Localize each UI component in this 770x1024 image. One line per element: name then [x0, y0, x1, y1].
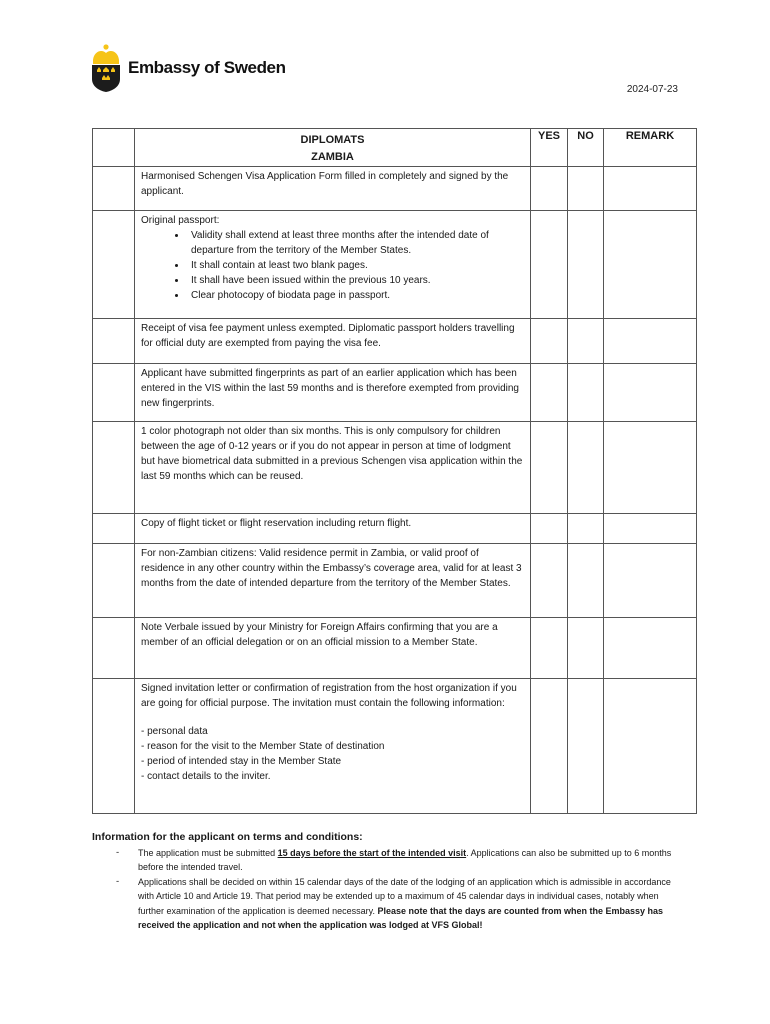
remark-cell[interactable] [604, 679, 697, 814]
table-row [93, 167, 697, 211]
crown-shield-icon [90, 43, 122, 93]
row-text: Receipt of visa fee payment unless exempted. Diplomatic passport holders travelling for official duty are exempted from paying the visa fee. [141, 323, 515, 349]
list-item: - reason for the visit to the Member State of destination [141, 741, 385, 752]
row-text: Note Verbale issued by your Ministry for Foreign Affairs confirming that you are a member of an official delegation or on an official mission to a Member State. [141, 622, 498, 648]
column-header-no: NO [568, 129, 604, 167]
yes-cell[interactable] [531, 319, 568, 364]
remark-cell[interactable] [604, 618, 697, 679]
yes-cell[interactable] [531, 167, 568, 211]
no-cell[interactable] [568, 679, 604, 814]
term2-bold-note: Please note that the days are counted from when the Embassy has received the application and not when the application was lodged at VFS Global! [138, 905, 664, 930]
passport-bullets [141, 228, 524, 303]
yes-cell[interactable] [531, 544, 568, 618]
title-line-zambia: ZAMBIA [311, 151, 354, 163]
remark-cell[interactable] [604, 514, 697, 544]
list-item: - period of intended stay in the Member State [141, 756, 342, 767]
remark-cell[interactable] [604, 422, 697, 514]
table-row [93, 319, 697, 364]
row-text: Harmonised Schengen Visa Application Form filled in completely and signed by the applicant. [141, 171, 509, 197]
row-text: Original passport: [141, 215, 220, 226]
terms-section [92, 830, 682, 933]
no-cell[interactable] [568, 422, 604, 514]
remark-cell[interactable] [604, 319, 697, 364]
no-cell[interactable] [568, 211, 604, 319]
row-text: Signed invitation letter or confirmation of registration from the host organization if you are going for official purpose. The invitation must contain the following information: [141, 683, 517, 709]
table-row [93, 422, 697, 514]
logo-text: Embassy of Sweden [128, 58, 286, 77]
header-blank-cell [93, 129, 135, 167]
dash-marker: - [116, 875, 120, 887]
no-cell[interactable] [568, 364, 604, 422]
list-item: - personal data [141, 726, 208, 737]
remark-cell[interactable] [604, 211, 697, 319]
table-row [93, 514, 697, 544]
list-item: • It shall have been issued within the previous 10 years. [187, 273, 524, 288]
remark-cell[interactable] [604, 364, 697, 422]
yes-cell[interactable] [531, 679, 568, 814]
row-text: For non-Zambian citizens: Valid residence permit in Zambia, or valid proof of residence in any other country within the Embassy’s coverage area, valid for at least 3 months from the date of intended departure from the territory of the Member States. [141, 548, 522, 589]
yes-cell[interactable] [531, 422, 568, 514]
table-header-row [93, 129, 697, 167]
term1-pre: The application must be submitted [138, 847, 278, 858]
yes-cell[interactable] [531, 514, 568, 544]
table-row [93, 679, 697, 814]
no-cell[interactable] [568, 319, 604, 364]
remark-cell[interactable] [604, 167, 697, 211]
term1-post: . Applications can also be submitted up to 6 months before the intended travel. [138, 847, 672, 872]
table-row [93, 544, 697, 618]
dash-marker: - [116, 846, 120, 858]
no-cell[interactable] [568, 514, 604, 544]
table-title [135, 129, 531, 167]
term1-emphasis: 15 days before the start of the intended visit [277, 847, 467, 858]
table-row [93, 364, 697, 422]
embassy-logo [90, 43, 286, 93]
list-item: • Validity shall extend at least three months after the intended date of departure from the territory of the Member States. [187, 228, 524, 258]
title-line-diplomats: DIPLOMATS [300, 134, 365, 146]
table-row [93, 618, 697, 679]
no-cell[interactable] [568, 167, 604, 211]
yes-cell[interactable] [531, 364, 568, 422]
no-cell[interactable] [568, 544, 604, 618]
terms-title: Information for the applicant on terms and conditions: [92, 831, 363, 843]
list-item: • It shall contain at least two blank pages. [187, 258, 524, 273]
yes-cell[interactable] [531, 618, 568, 679]
column-header-remark: REMARK [604, 129, 697, 167]
row-text: Copy of flight ticket or flight reservation including return flight. [141, 518, 412, 529]
row-text: Applicant have submitted fingerprints as part of an earlier application which has been entered in the VIS within the last 59 months and is therefore exempted from providing new fingerprints. [141, 368, 519, 409]
term2-text: Applications shall be decided on within 15 calendar days of the date of the lodging of an application which is admissible in accordance with Article 10 and Article 19. That period may be extended up to a maximum of 45 calendar days in individual cases, notably when further examination of the application is deemed necessary. [138, 876, 671, 916]
list-item: • Clear photocopy of biodata page in passport. [187, 288, 524, 303]
table-row [93, 211, 697, 319]
column-header-yes: YES [531, 129, 568, 167]
row-text: 1 color photograph not older than six months. This is only compulsory for children between the age of 0-12 years or if you do not appear in person at time of lodgment but have biometrical data submitted in a previous Schengen visa application within the last 59 months which can be reused. [141, 426, 523, 482]
term-item [92, 846, 682, 875]
no-cell[interactable] [568, 618, 604, 679]
checklist-table [92, 128, 697, 814]
document-date: 2024-07-23 [626, 84, 678, 95]
remark-cell[interactable] [604, 544, 697, 618]
list-item: - contact details to the inviter. [141, 771, 271, 782]
term-item [92, 875, 682, 933]
yes-cell[interactable] [531, 211, 568, 319]
